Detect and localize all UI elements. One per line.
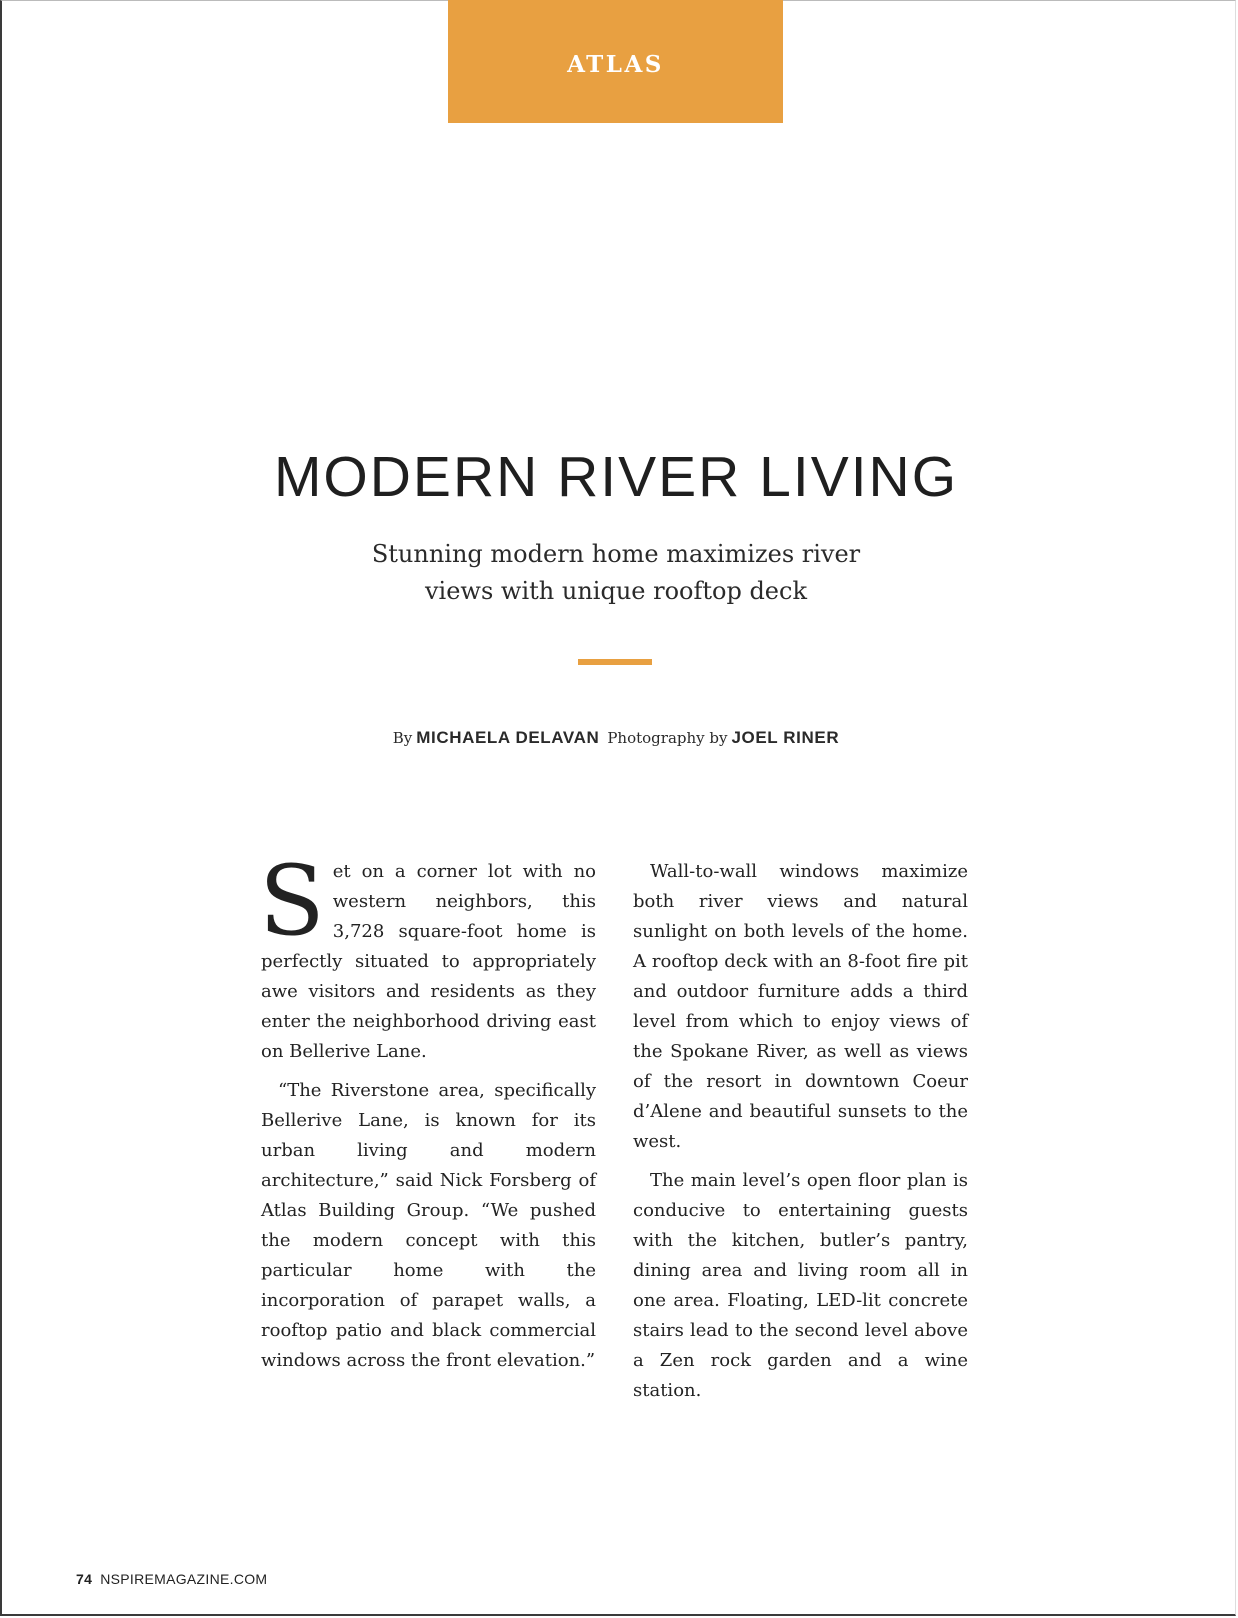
byline-photo-label: Photography by — [607, 729, 728, 747]
section-tab — [448, 0, 783, 123]
body-paragraph-2: “The Riverstone area, specifically Bellerive Lane, is known for its urban living and modern architecture,” said Nick Forsberg of Atlas Building Group. “We pushed the modern concept with this particular home with the incorporation of parapet walls, a rooftop patio and black commercial windows across the front elevation.” — [261, 1080, 596, 1371]
section-label: ATLAS — [567, 51, 664, 78]
body-paragraph-1 — [259, 845, 596, 1067]
drop-cap: S — [259, 845, 325, 957]
body-paragraph-4: The main level’s open floor plan is conducive to entertaining guests with the kitchen, butler’s pantry, dining area and living room all in one area. Floating, LED-lit concrete stairs lead to the second level above a Zen rock garden and a wine station. — [633, 1170, 968, 1401]
footer-site: NSPIREMAGAZINE.COM — [100, 1571, 268, 1587]
byline-author: MICHAELA DELAVAN — [416, 728, 600, 747]
byline-by-label: By — [392, 729, 413, 747]
byline-photographer: JOEL RINER — [731, 728, 840, 747]
body-paragraph-1-text: et on a corner lot with no western neighbors, this 3,728 square-foot home is perfectly situated to appropriately awe visitors and residents as they enter the neighborhood driving east on Bellerive Lane. — [261, 861, 596, 1062]
page-footer — [76, 1571, 267, 1587]
article-subtitle: Stunning modern home maximizes river views with unique rooftop deck — [371, 540, 861, 605]
body-paragraph-3: Wall-to-wall windows maximize both river views and natural sunlight on both levels of the home. A rooftop deck with an 8-foot fire pit and outdoor furniture adds a third level from which to enjoy views of the Spokane River, as well as views of the resort in downtown Coeur d’Alene and beautiful sunsets to the west. — [633, 861, 968, 1152]
body-column-left — [259, 845, 596, 1385]
accent-divider — [578, 659, 652, 665]
byline — [0, 728, 1232, 748]
body-column-right — [633, 857, 968, 1415]
page-number: 74 — [76, 1571, 93, 1587]
article-title: MODERN RIVER LIVING — [273, 445, 959, 509]
